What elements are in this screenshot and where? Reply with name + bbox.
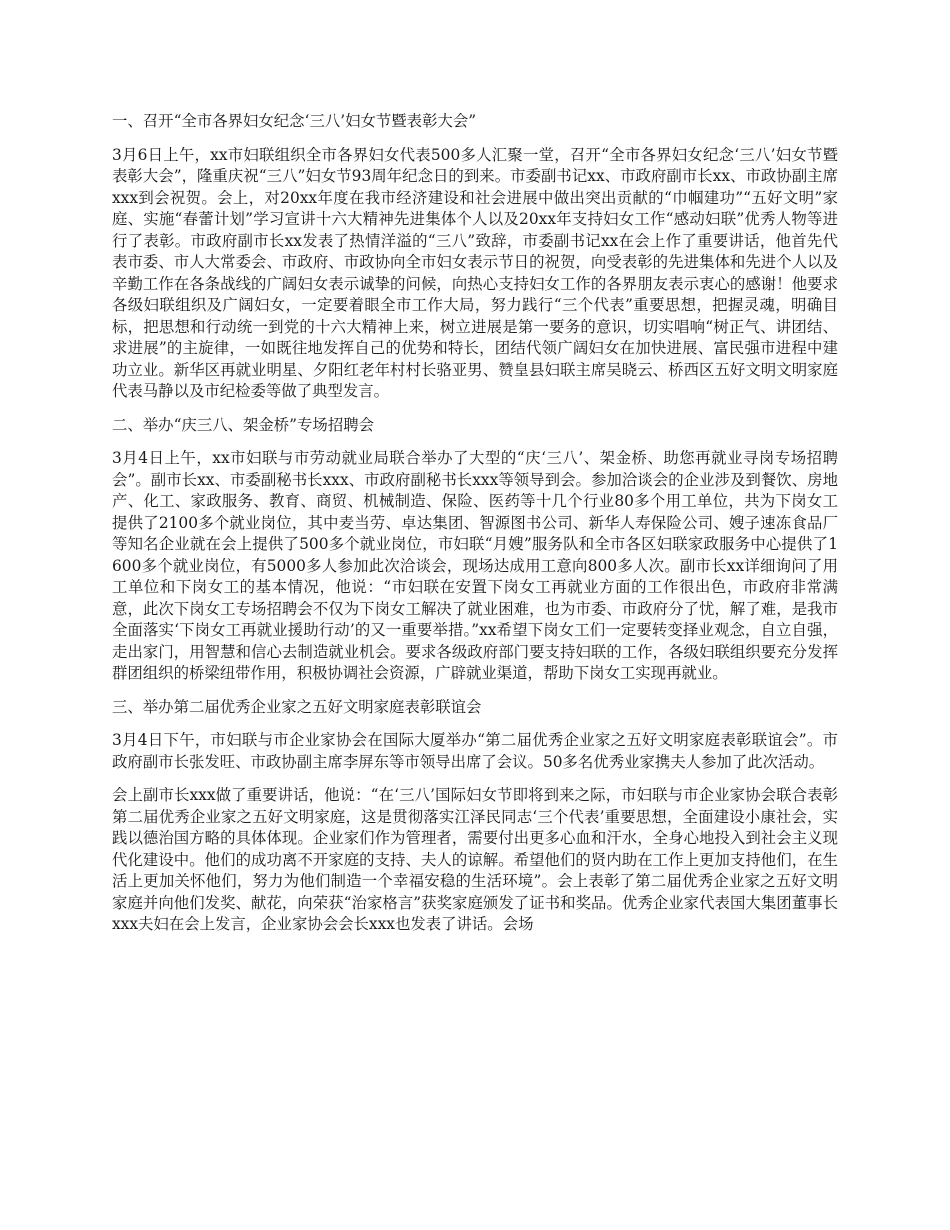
document-page [112, 111, 838, 948]
section-1-paragraph-1: 3月6日上午，xx市妇联组织全市各界妇女代表500多人汇聚一堂，召开“全市各界妇女纪念‘三八’妇女节暨表彰大会”，隆重庆祝“三八”妇女节93周年纪念日的到来。市委副书记xx、市政府副市长xx、市政协副主席xxx到会祝贺。会上，对20xx年度在我市经济建设和社会进展中做出突出贡献的“巾帼建功”“五好文明”家庭、实施“春蕾计划”学习宣讲十六大精神先进集体个人以及20xx年支持妇女工作“感动妇联”优秀人物等进行了表彰。市政府副市长xx发表了热情洋溢的“三八”致辞，市委副书记xx在会上作了重要讲话，他首先代表市委、市人大常委会、市政府、市政协向全市妇女表示节日的祝贺，向受表彰的先进集体和先进个人以及辛勤工作在各条战线的广阔妇女表示诚挚的问候，向热心支持妇女工作的各界朋友表示衷心的感谢！他要求各级妇联组织及广阔妇女，一定要着眼全市工作大局，努力践行“三个代表”重要思想，把握灵魂，明确目标，把思想和行动统一到党的十六大精神上来，树立进展是第一要务的意识，切实唱响“树正气、讲团结、求进展”的主旋律，一如既往地发挥自己的优势和特长，团结代领广阔妇女在加快进展、富民强市进程中建功立业。新华区再就业明星、夕阳红老年村村长骆亚男、赞皇县妇联主席吴晓云、桥西区五好文明文明家庭代表马静以及市纪检委等做了典型发言。 [112, 145, 838, 400]
section-1-heading: 一、召开“全市各界妇女纪念‘三八’妇女节暨表彰大会” [112, 112, 477, 130]
section-3-heading: 三、举办第二届优秀企业家之五好文明家庭表彰联谊会 [112, 697, 482, 716]
section-3-paragraph-2: 会上副市长xxx做了重要讲话，他说：“在‘三八’国际妇女节即将到来之际，市妇联与市企业家协会联合表彰第二届优秀企业家之五好文明家庭，这是贯彻落实江泽民同志‘三个代表’重要思想，全面建设小康社会，实践以德治国方略的具体体现。企业家们作为管理者，需要付出更多心血和汗水，全身心地投入到社会主义现代化建设中。他们的成功离不开家庭的支持、夫人的谅解。希望他们的贤内助在工作上更加支持他们，在生活上更加关怀他们，努力为他们制造一个幸福安稳的生活环境”。会上表彰了第二届优秀企业家之五好文明家庭并向他们发奖、献花，向荣获“治家格言”获奖家庭颁发了证书和奖品。优秀企业家代表国大集团董事长xxx夫妇在会上发言，企业家协会会长xxx也发表了讲话。会场 [112, 786, 838, 933]
section-2-paragraph-1: 3月4日上午，xx市妇联与市劳动就业局联合举办了大型的“庆‘三八’、架金桥、助您再就业寻岗专场招聘会”。副市长xx、市委副秘书长xxx、市政府副秘书长xxx等领导到会。参加洽谈会的企业涉及到餐饮、房地产、化工、家政服务、教育、商贸、机械制造、保险、医药等十几个行业80多个用工单位，共为下岗女工提供了2100多个就业岗位，其中麦当劳、卓达集团、智源图书公司、新华人寿保险公司、嫂子速冻食品厂等知名企业就在会上提供了500多个就业岗位，市妇联“月嫂”服务队和全市各区妇联家政服务中心提供了1600多个就业岗位，有5000多人参加此次洽谈会，现场达成用工意向800多人次。副市长xx详细询问了用工单位和下岗女工的基本情况，他说：“市妇联在安置下岗女工再就业方面的工作很出色，市政府非常满意，此次下岗女工专场招聘会不仅为下岗女工解决了就业困难，也为市委、市政府分了忧，解了难，是我市全面落实‘下岗女工再就业援助行动’的又一重要举措。”xx希望下岗女工们一定要转变择业观念，自立自强，走出家门，用智慧和信心去制造就业机会。要求各级政府部门要支持妇联的工作，各级妇联组织要充分发挥群团组织的桥梁纽带作用，积极协调社会资源，广辟就业渠道，帮助下岗女工实现再就业。 [112, 449, 838, 682]
section-3-paragraph-1: 3月4日下午，市妇联与市企业家协会在国际大厦举办“第二届优秀企业家之五好文明家庭表彰联谊会”。市政府副市长张发旺、市政协副主席李屏东等市领导出席了会议。50多名优秀业家携夫人参加了此次活动。 [112, 731, 838, 771]
section-2-heading: 二、举办“庆三八、架金桥”专场招聘会 [112, 415, 374, 434]
